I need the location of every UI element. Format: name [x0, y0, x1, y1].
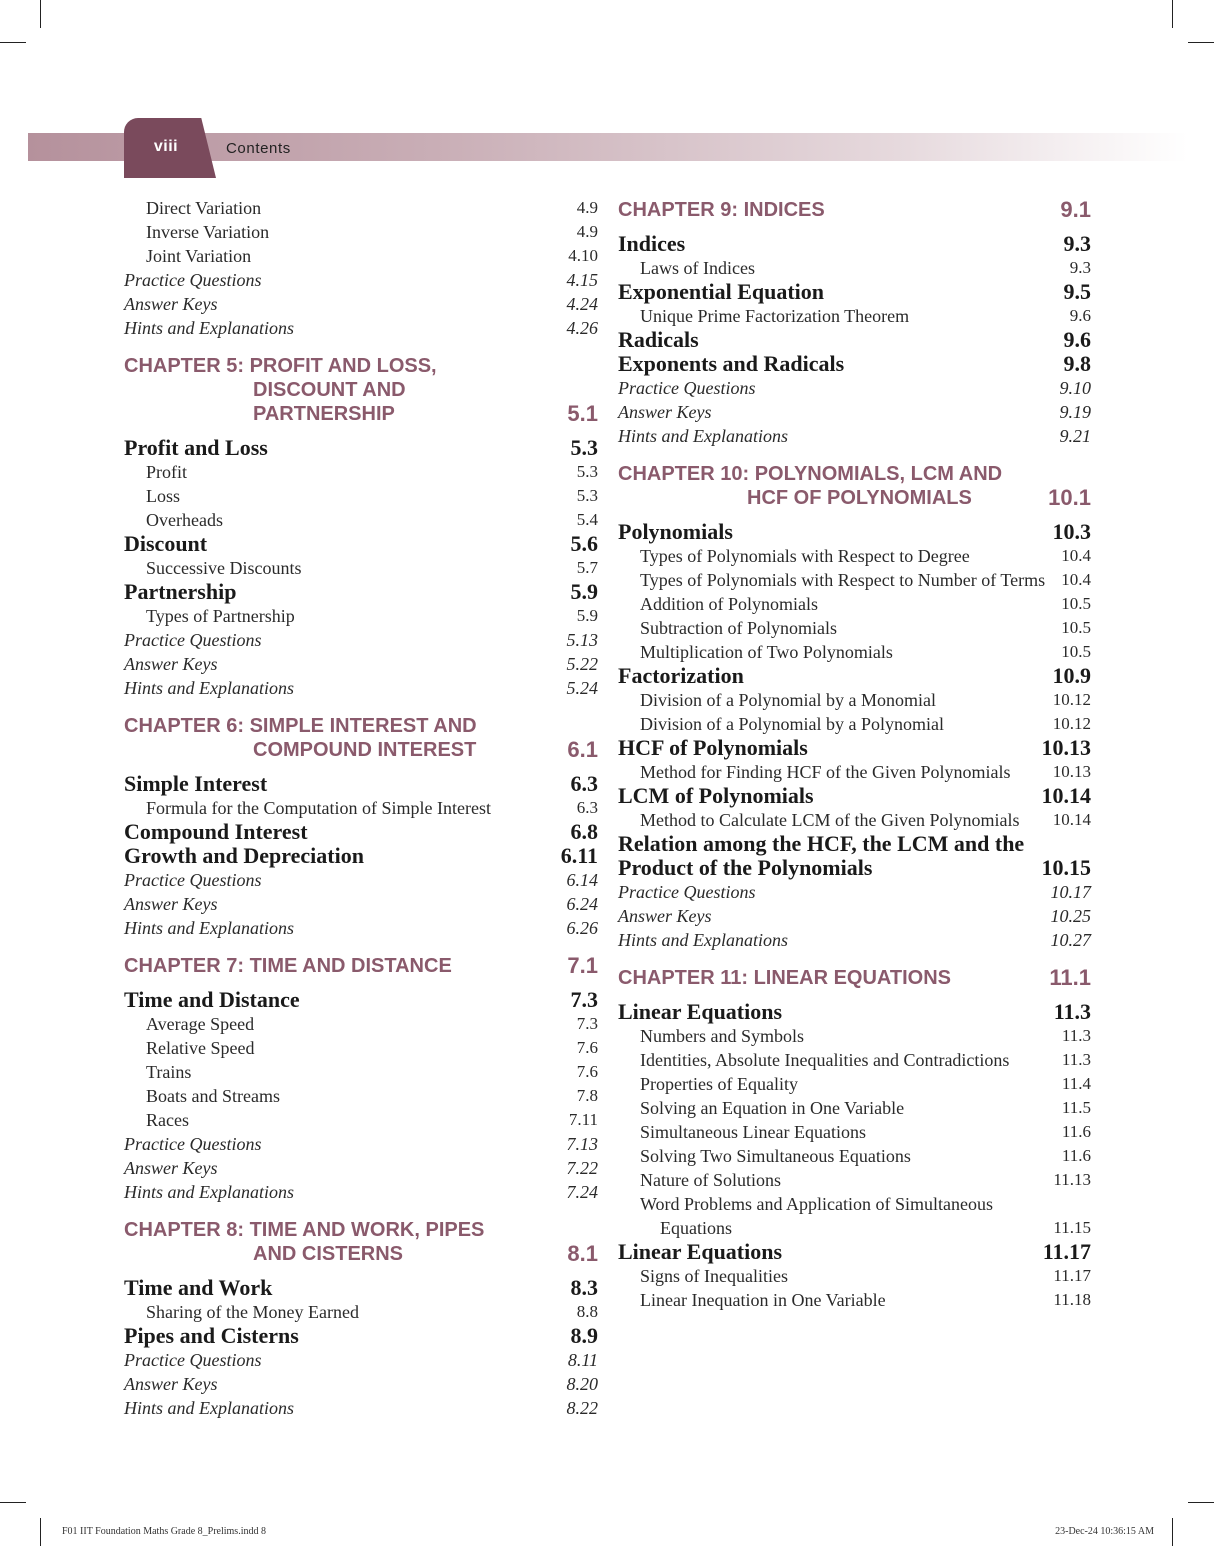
toc-page-number: 10.13: [1041, 735, 1091, 760]
toc-entry-title: Types of Polynomials with Respect to Degree: [640, 546, 970, 566]
toc-subsection-entry: [124, 244, 598, 268]
toc-page-number: 9.19: [1059, 402, 1091, 422]
toc-page-number: 7.3: [576, 1014, 598, 1033]
toc-back-matter-entry: [618, 880, 1091, 904]
toc-chapter-entry: [124, 354, 598, 426]
crop-mark: [40, 0, 41, 28]
toc-left-column: [124, 196, 598, 1420]
toc-entry-title: Signs of Inequalities: [640, 1266, 788, 1286]
toc-entry-title: CHAPTER 8: TIME AND WORK, PIPES AND CISTERNS: [124, 1218, 557, 1266]
toc-page-number: 11.13: [1053, 1170, 1091, 1189]
toc-page-number: 8.22: [566, 1398, 598, 1418]
toc-subsection-entry: [618, 760, 1091, 784]
toc-page-number: 4.9: [576, 222, 598, 241]
toc-subsection-entry: [618, 568, 1091, 592]
toc-entry-title: Factorization: [618, 663, 744, 688]
crop-mark: [0, 1502, 26, 1503]
toc-subsection-entry: [618, 592, 1091, 616]
toc-page-number: 10.5: [1061, 594, 1091, 613]
toc-entry-title: Properties of Equality: [640, 1074, 798, 1094]
toc-page-number: 10.1: [1048, 485, 1091, 510]
toc-page-number: 5.24: [566, 678, 598, 698]
toc-section-entry: [124, 1324, 598, 1348]
toc-subsection-entry: [618, 1120, 1091, 1144]
toc-back-matter-entry: [124, 892, 598, 916]
toc-page-number: 11.18: [1053, 1290, 1091, 1309]
toc-entry-title: Radicals: [618, 327, 699, 352]
toc-subsection-entry: [124, 556, 598, 580]
toc-page-number: 5.3: [576, 462, 598, 481]
toc-entry-title: Multiplication of Two Polynomials: [640, 642, 893, 662]
toc-page-number: 10.15: [1041, 855, 1091, 880]
crop-mark: [0, 42, 26, 43]
toc-subsection-entry: [124, 796, 598, 820]
toc-back-matter-entry: [124, 316, 598, 340]
toc-entry-title: Answer Keys: [124, 894, 218, 914]
toc-page-number: 9.3: [1063, 231, 1091, 256]
toc-entry-title: Identities, Absolute Inequalities and Contradictions: [640, 1050, 1010, 1070]
toc-entry-title: Simple Interest: [124, 771, 268, 796]
toc-back-matter-entry: [124, 292, 598, 316]
toc-entry-title: Profit: [146, 462, 188, 482]
toc-entry-title: CHAPTER 6: SIMPLE INTEREST AND COMPOUND INTEREST: [124, 714, 557, 762]
toc-back-matter-entry: [124, 676, 598, 700]
toc-entry-title: Successive Discounts: [146, 558, 302, 578]
toc-page-number: 7.1: [567, 953, 598, 978]
toc-page-number: 10.12: [1052, 690, 1091, 709]
toc-entry-title: Simultaneous Linear Equations: [640, 1122, 866, 1142]
toc-section-entry: [124, 436, 598, 460]
toc-page-number: 8.9: [570, 1323, 598, 1348]
toc-page-number: 8.8: [576, 1302, 598, 1321]
toc-back-matter-entry: [124, 1372, 598, 1396]
toc-page-number: 10.14: [1041, 783, 1091, 808]
toc-subsection-entry: [124, 1084, 598, 1108]
toc-entry-title: Hints and Explanations: [124, 918, 294, 938]
toc-page-number: 11.1: [1049, 965, 1091, 990]
footer-file-name: F01 IIT Foundation Maths Grade 8_Prelims.indd 8: [62, 1526, 266, 1537]
toc-entry-title: Answer Keys: [124, 294, 218, 314]
toc-page-number: 11.3: [1061, 1026, 1091, 1045]
toc-entry-title: Linear Equations: [618, 999, 783, 1024]
chapter-title-continuation: AND CISTERNS: [253, 1243, 404, 1265]
toc-page-number: 4.24: [566, 294, 598, 314]
toc-page-number: 9.21: [1059, 426, 1091, 446]
toc-page-number: 10.13: [1052, 762, 1091, 781]
toc-page-number: 6.14: [566, 870, 598, 890]
toc-back-matter-entry: [124, 916, 598, 940]
toc-entry-title: Practice Questions: [124, 1350, 262, 1370]
toc-back-matter-entry: [124, 1156, 598, 1180]
toc-entry-title: Relative Speed: [146, 1038, 255, 1058]
toc-section-entry: [618, 328, 1091, 352]
toc-entry-title: Division of a Polynomial by a Monomial: [640, 690, 936, 710]
toc-entry-title: Growth and Depreciation: [124, 843, 364, 868]
toc-back-matter-entry: [124, 868, 598, 892]
toc-chapter-entry: [124, 954, 598, 978]
toc-right-column: [618, 196, 1091, 1312]
toc-entry-title: Practice Questions: [124, 870, 262, 890]
toc-page-number: 10.3: [1052, 519, 1091, 544]
toc-section-entry: [618, 352, 1091, 376]
toc-page-number: 7.6: [576, 1038, 598, 1057]
crop-mark: [1188, 42, 1214, 43]
toc-entry-title: Answer Keys: [124, 654, 218, 674]
toc-subsection-entry: [618, 688, 1091, 712]
toc-subsection-entry: [618, 616, 1091, 640]
toc-entry-title: Laws of Indices: [640, 258, 755, 278]
toc-entry-title: Hints and Explanations: [124, 1182, 294, 1202]
toc-entry-title: Discount: [124, 531, 208, 556]
toc-subsection-entry: [124, 1300, 598, 1324]
toc-entry-title: Unique Prime Factorization Theorem: [640, 306, 910, 326]
toc-page-number: 11.3: [1061, 1050, 1091, 1069]
toc-entry-title: Joint Variation: [146, 246, 252, 266]
toc-entry-title: Word Problems and Application of Simultaneous Equations: [640, 1194, 994, 1238]
toc-entry-title: Partnership: [124, 579, 237, 604]
toc-subsection-entry: [618, 1048, 1091, 1072]
toc-entry-title: Method to Calculate LCM of the Given Polynomials: [640, 810, 1020, 830]
toc-entry-title: Solving an Equation in One Variable: [640, 1098, 905, 1118]
toc-entry-title: Pipes and Cisterns: [124, 1323, 299, 1348]
toc-entry-title: Linear Inequation in One Variable: [640, 1290, 886, 1310]
toc-back-matter-entry: [124, 268, 598, 292]
crop-mark: [1172, 0, 1173, 28]
toc-page-number: 11.6: [1061, 1122, 1091, 1141]
toc-subsection-entry: [124, 1108, 598, 1132]
toc-subsection-entry: [124, 484, 598, 508]
toc-page-number: 11.17: [1042, 1239, 1091, 1264]
toc-entry-title: Polynomials: [618, 519, 733, 544]
toc-page-number: 10.4: [1061, 546, 1091, 565]
toc-page-number: 10.5: [1061, 642, 1091, 661]
toc-page-number: 6.3: [570, 771, 598, 796]
toc-subsection-entry: [124, 1036, 598, 1060]
toc-entry-title: Relation among the HCF, the LCM and the Product of the Polynomials: [618, 831, 1025, 880]
toc-page-number: 5.9: [570, 579, 598, 604]
toc-page-number: 6.11: [560, 843, 598, 868]
toc-chapter-entry: [124, 1218, 598, 1266]
toc-subsection-entry: [618, 712, 1091, 736]
toc-chapter-entry: [124, 714, 598, 762]
toc-back-matter-entry: [618, 424, 1091, 448]
toc-page-number: 8.11: [567, 1350, 598, 1370]
toc-page-number: 9.10: [1059, 378, 1091, 398]
toc-page-number: 11.15: [1053, 1218, 1091, 1237]
toc-page-number: 4.10: [568, 246, 598, 265]
toc-back-matter-entry: [124, 652, 598, 676]
toc-page-number: 6.24: [566, 894, 598, 914]
toc-entry-title: Exponents and Radicals: [618, 351, 845, 376]
toc-entry-title: Subtraction of Polynomials: [640, 618, 837, 638]
toc-page-number: 7.24: [566, 1182, 598, 1202]
toc-entry-title: Practice Questions: [618, 378, 756, 398]
toc-subsection-entry: [124, 1012, 598, 1036]
toc-page-number: 10.27: [1050, 930, 1091, 950]
toc-page-number: 11.4: [1061, 1074, 1091, 1093]
toc-page-number: 6.26: [566, 918, 598, 938]
toc-entry-title: Average Speed: [146, 1014, 255, 1034]
toc-section-entry: [124, 820, 598, 844]
toc-entry-title: Races: [146, 1110, 189, 1130]
chapter-title-continuation: DISCOUNT AND: [253, 379, 406, 401]
toc-entry-title: Direct Variation: [146, 198, 262, 218]
toc-entry-title: Exponential Equation: [618, 279, 825, 304]
toc-subsection-entry: [124, 1060, 598, 1084]
toc-subsection-entry: [618, 1192, 1091, 1240]
toc-page-number: 8.3: [570, 1275, 598, 1300]
toc-page-number: 5.7: [576, 558, 598, 577]
toc-page-number: 11.3: [1053, 999, 1091, 1024]
toc-chapter-entry: [618, 966, 1091, 990]
toc-entry-title: LCM of Polynomials: [618, 783, 814, 808]
toc-entry-title: Hints and Explanations: [124, 318, 294, 338]
toc-entry-title: Practice Questions: [124, 630, 262, 650]
toc-page-number: 9.8: [1063, 351, 1091, 376]
toc-page-number: 11.5: [1061, 1098, 1091, 1117]
toc-section-entry: [124, 772, 598, 796]
toc-section-entry: [618, 736, 1091, 760]
crop-mark: [1172, 1518, 1173, 1546]
toc-page-number: 5.9: [576, 606, 598, 625]
toc-entry-title: Addition of Polynomials: [640, 594, 819, 614]
toc-subsection-entry: [618, 1096, 1091, 1120]
toc-subsection-entry: [618, 256, 1091, 280]
toc-back-matter-entry: [618, 928, 1091, 952]
toc-section-entry: [124, 580, 598, 604]
page-number: viii: [153, 138, 179, 155]
toc-entry-title: Formula for the Computation of Simple Interest: [146, 798, 491, 818]
toc-page-number: 5.6: [570, 531, 598, 556]
toc-subsection-entry: [618, 1264, 1091, 1288]
toc-entry-title: Trains: [146, 1062, 192, 1082]
toc-chapter-entry: [618, 462, 1091, 510]
toc-entry-title: Division of a Polynomial by a Polynomial: [640, 714, 944, 734]
toc-section-entry: [618, 520, 1091, 544]
toc-chapter-entry: [618, 198, 1091, 222]
toc-entry-title: Inverse Variation: [146, 222, 270, 242]
toc-entry-title: CHAPTER 5: PROFIT AND LOSS, DISCOUNT AND PARTNERSHIP: [124, 354, 557, 426]
toc-page-number: 7.6: [576, 1062, 598, 1081]
crop-mark: [40, 1518, 41, 1546]
toc-section-entry: [618, 784, 1091, 808]
toc-entry-title: Answer Keys: [124, 1158, 218, 1178]
toc-entry-title: Time and Work: [124, 1275, 273, 1300]
toc-page-number: 7.8: [576, 1086, 598, 1105]
footer-timestamp: 23-Dec-24 10:36:15 AM: [1055, 1526, 1154, 1537]
toc-entry-title: Time and Distance: [124, 987, 300, 1012]
toc-page-number: 7.22: [566, 1158, 598, 1178]
toc-page-number: 4.9: [576, 198, 598, 217]
toc-page-number: 10.4: [1061, 570, 1091, 589]
toc-entry-title: Types of Partnership: [146, 606, 295, 626]
toc-subsection-entry: [618, 808, 1091, 832]
running-head-title: Contents: [226, 140, 291, 157]
toc-subsection-entry: [618, 1024, 1091, 1048]
toc-entry-title: Practice Questions: [618, 882, 756, 902]
toc-section-entry: [124, 1276, 598, 1300]
toc-section-entry: [618, 832, 1091, 880]
toc-entry-title: Boats and Streams: [146, 1086, 280, 1106]
toc-entry-title: Numbers and Symbols: [640, 1026, 804, 1046]
toc-page-number: 9.3: [1069, 258, 1091, 277]
toc-back-matter-entry: [618, 400, 1091, 424]
toc-entry-title: Answer Keys: [124, 1374, 218, 1394]
chapter-title-continuation: PARTNERSHIP: [253, 403, 395, 425]
toc-entry-title: Hints and Explanations: [124, 1398, 294, 1418]
toc-subsection-entry: [124, 508, 598, 532]
toc-page-number: 9.6: [1063, 327, 1091, 352]
toc-page-number: 5.22: [566, 654, 598, 674]
toc-subsection-entry: [124, 196, 598, 220]
toc-back-matter-entry: [124, 1132, 598, 1156]
toc-page-number: 8.1: [567, 1241, 598, 1266]
toc-page-number: 10.5: [1061, 618, 1091, 637]
toc-back-matter-entry: [124, 628, 598, 652]
toc-page-number: 5.3: [570, 435, 598, 460]
toc-entry-title: Nature of Solutions: [640, 1170, 781, 1190]
toc-page-number: 7.3: [570, 987, 598, 1012]
toc-page-number: 8.20: [566, 1374, 598, 1394]
toc-page-number: 6.1: [567, 737, 598, 762]
toc-section-entry: [124, 988, 598, 1012]
toc-subsection-entry: [124, 220, 598, 244]
toc-page-number: 6.8: [570, 819, 598, 844]
toc-entry-title: Solving Two Simultaneous Equations: [640, 1146, 911, 1166]
toc-back-matter-entry: [618, 376, 1091, 400]
toc-entry-title: Compound Interest: [124, 819, 308, 844]
toc-page-number: 9.1: [1060, 197, 1091, 222]
toc-back-matter-entry: [124, 1180, 598, 1204]
toc-section-entry: [618, 1240, 1091, 1264]
toc-back-matter-entry: [124, 1348, 598, 1372]
toc-page-number: 5.3: [576, 486, 598, 505]
toc-page-number: 10.12: [1052, 714, 1091, 733]
crop-mark: [1188, 1502, 1214, 1503]
chapter-title-continuation: COMPOUND INTEREST: [253, 739, 477, 761]
toc-section-entry: [124, 844, 598, 868]
toc-section-entry: [618, 664, 1091, 688]
toc-subsection-entry: [618, 1168, 1091, 1192]
toc-page-number: 10.9: [1052, 663, 1091, 688]
toc-entry-title: Answer Keys: [618, 906, 712, 926]
toc-page-number: 10.25: [1050, 906, 1091, 926]
toc-entry-title: Loss: [146, 486, 181, 506]
toc-subsection-entry: [618, 1072, 1091, 1096]
toc-page-number: 9.6: [1069, 306, 1091, 325]
toc-entry-title: Overheads: [146, 510, 223, 530]
toc-subsection-entry: [618, 1144, 1091, 1168]
toc-page-number: 5.13: [566, 630, 598, 650]
toc-entry-title: CHAPTER 7: TIME AND DISTANCE: [124, 955, 452, 977]
toc-page-number: 10.14: [1052, 810, 1091, 829]
toc-back-matter-entry: [124, 1396, 598, 1420]
toc-page-number: 5.4: [576, 510, 598, 529]
toc-section-entry: [618, 280, 1091, 304]
toc-page-number: 11.17: [1053, 1266, 1091, 1285]
toc-entry-title: CHAPTER 9: INDICES: [618, 199, 825, 221]
toc-subsection-entry: [618, 544, 1091, 568]
toc-entry-title: Hints and Explanations: [124, 678, 294, 698]
toc-subsection-entry: [124, 460, 598, 484]
toc-page-number: 4.26: [566, 318, 598, 338]
toc-page-number: 11.6: [1061, 1146, 1091, 1165]
toc-entry-title: Hints and Explanations: [618, 930, 788, 950]
toc-page-number: 4.15: [566, 270, 598, 290]
toc-page-number: 9.5: [1063, 279, 1091, 304]
toc-page-number: 10.17: [1050, 882, 1091, 902]
toc-section-entry: [618, 232, 1091, 256]
toc-back-matter-entry: [618, 904, 1091, 928]
toc-entry-title: Linear Equations: [618, 1239, 783, 1264]
toc-subsection-entry: [618, 304, 1091, 328]
toc-entry-title: CHAPTER 11: LINEAR EQUATIONS: [618, 967, 951, 989]
chapter-title-continuation: HCF OF POLYNOMIALS: [747, 487, 972, 509]
toc-subsection-entry: [124, 604, 598, 628]
toc-entry-title: Answer Keys: [618, 402, 712, 422]
toc-section-entry: [124, 532, 598, 556]
toc-entry-title: Sharing of the Money Earned: [146, 1302, 359, 1322]
toc-entry-title: HCF of Polynomials: [618, 735, 808, 760]
toc-page-number: 6.3: [576, 798, 598, 817]
toc-entry-title: Indices: [618, 231, 686, 256]
toc-entry-title: Types of Polynomials with Respect to Number of Terms: [640, 570, 1046, 590]
toc-subsection-entry: [618, 1288, 1091, 1312]
toc-page-number: 7.11: [568, 1110, 598, 1129]
toc-entry-title: Practice Questions: [124, 1134, 262, 1154]
toc-subsection-entry: [618, 640, 1091, 664]
toc-entry-title: Method for Finding HCF of the Given Polynomials: [640, 762, 1011, 782]
toc-entry-title: Profit and Loss: [124, 435, 268, 460]
toc-entry-title: Hints and Explanations: [618, 426, 788, 446]
toc-entry-title: Practice Questions: [124, 270, 262, 290]
toc-section-entry: [618, 1000, 1091, 1024]
toc-page-number: 5.1: [567, 401, 598, 426]
toc-page-number: 7.13: [566, 1134, 598, 1154]
toc-entry-title: CHAPTER 10: POLYNOMIALS, LCM AND HCF OF POLYNOMIALS: [618, 462, 1038, 510]
